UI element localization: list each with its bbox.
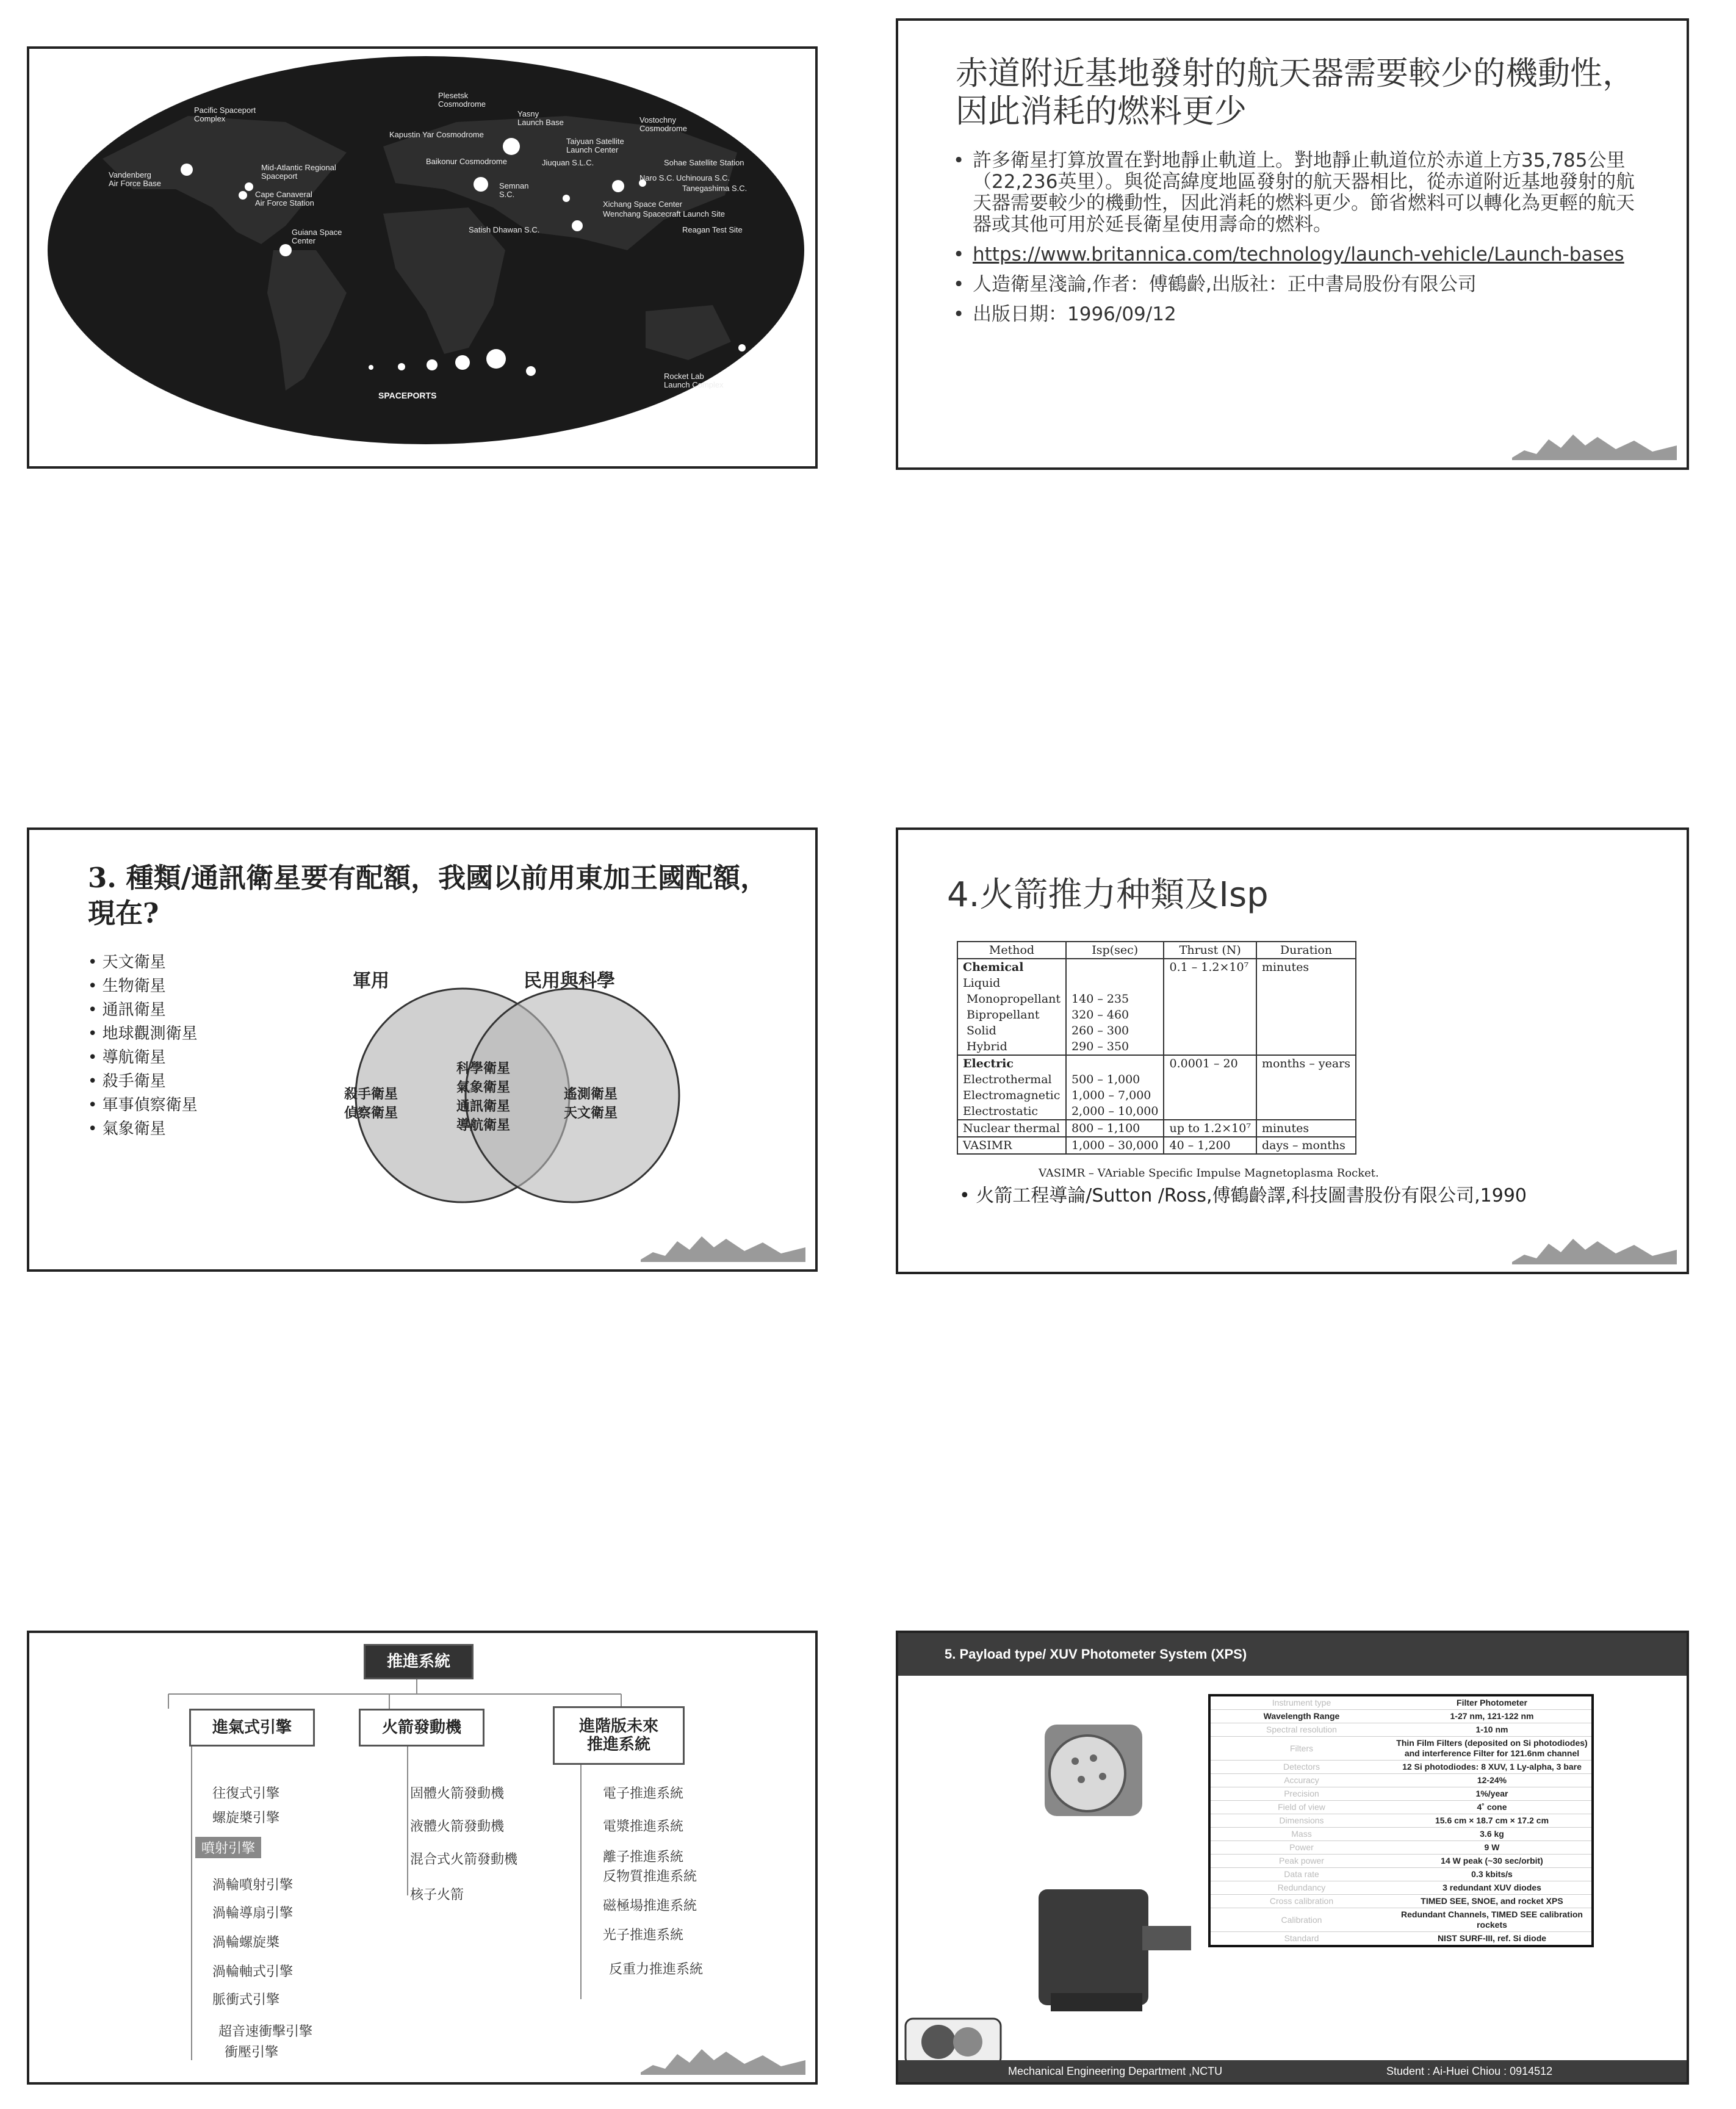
tree-item: 渦輪軸式引擎 — [212, 1964, 294, 1980]
list-item: • 導航衛星 — [88, 1046, 198, 1070]
column-header: Method — [957, 942, 1066, 959]
department-logo — [904, 2017, 1002, 2066]
world-map — [29, 49, 815, 466]
slide-equator-launch — [896, 18, 1689, 470]
branch-future-propulsion: 進階版未來 推進系統 — [553, 1706, 685, 1765]
map-label: Mid-Atlantic Regional Spaceport — [261, 163, 336, 181]
map-label: Vandenberg Air Force Base — [109, 170, 161, 188]
method-cell: Nuclear thermal — [957, 1120, 1066, 1137]
table-row: Standard NIST SURF-III, ref. Si diode — [1209, 1932, 1593, 1947]
tree-item: 反重力推進系統 — [609, 1962, 704, 1977]
tree-item: 衝壓引擎 — [225, 2045, 279, 2060]
bullet-list — [953, 150, 1649, 334]
venn-left-only: 殺手衛星 偵察衛星 — [344, 1086, 398, 1121]
venn-right-only: 遙測衛星 天文衛星 — [564, 1086, 618, 1121]
table-row: Detectors 12 Si photodiodes: 8 XUV, 1 Ly-alpha, 3 bare — [1209, 1761, 1593, 1774]
slide-title: 4.火箭推力种類及Isp — [947, 875, 1269, 915]
list-item: • 天文衛星 — [88, 951, 198, 975]
map-label: Satish Dhawan S.C. — [469, 225, 540, 234]
bullet-item: • 出版日期：1996/09/12 — [953, 304, 1649, 325]
duration-cell: days – months — [1256, 1137, 1356, 1154]
table-row: Filters Thin Film Filters (deposited on Si photodiodes) and interference Filter for 121.6nm channel — [1209, 1737, 1593, 1761]
isp-table — [957, 941, 1356, 1155]
thrust-cell: 40 – 1,200 — [1164, 1137, 1256, 1154]
slide-xps-payload — [896, 1631, 1689, 2085]
university-logo — [641, 2042, 805, 2075]
map-label: Reagan Test Site — [682, 225, 743, 234]
map-label: Plesetsk Cosmodrome — [438, 91, 486, 109]
table-row: Redundancy 3 redundant XUV diodes — [1209, 1881, 1593, 1895]
table-row: Mass 3.6 kg — [1209, 1828, 1593, 1841]
map-label: Baikonur Cosmodrome — [426, 157, 507, 166]
table-row — [957, 1137, 1356, 1154]
slide-title: 3. 種類/通訊衛星要有配額，我國以前用東加王國配額，現在? — [88, 862, 768, 929]
table-row: Precision 1%/year — [1209, 1787, 1593, 1801]
spaceports-label: SPACEPORTS — [378, 391, 437, 400]
table-row — [957, 1055, 1356, 1120]
column-header: Isp(sec) — [1066, 942, 1164, 959]
slide-propulsion-tree — [27, 1631, 818, 2085]
map-label: Sohae Satellite Station — [664, 158, 744, 167]
tree-item: 核子火箭 — [410, 1887, 464, 1903]
slide-satellite-types — [27, 827, 818, 1272]
table-row: Spectral resolution 1-10 nm — [1209, 1723, 1593, 1737]
slide-header: 5. Payload type/ XUV Photometer System (XPS) — [898, 1633, 1687, 1676]
duration-cell: minutes — [1256, 959, 1356, 1055]
tree-item: 螺旋槳引擎 — [212, 1811, 280, 1826]
table-row: Wavelength Range 1-27 nm, 121-122 nm — [1209, 1710, 1593, 1723]
tree-item: 往復式引擎 — [212, 1786, 280, 1801]
map-label: Cape Canaveral Air Force Station — [255, 190, 314, 207]
map-label: Guiana Space Center — [292, 228, 342, 245]
tree-item: 渦輪導扇引擎 — [212, 1906, 294, 1921]
venn-label-military: 軍用 — [353, 970, 389, 992]
table-row — [957, 959, 1356, 1055]
list-item: • 殺手衛星 — [88, 1070, 198, 1094]
tree-item: 離子推進系統 — [603, 1850, 684, 1865]
table-header-row — [957, 942, 1356, 959]
thrust-cell: 0.0001 – 20 — [1164, 1055, 1256, 1120]
bullet-item: • 人造衛星淺論,作者：傅鶴齡,出版社：正中書局股份有限公司 — [953, 274, 1649, 295]
map-label: Yasny Launch Base — [517, 109, 564, 127]
thrust-cell: up to 1.2×10⁷ — [1164, 1120, 1256, 1137]
venn-overlap: 科學衛星 氣象衛星 通訊衛星 導航衛星 — [456, 1061, 511, 1133]
isp-cell: 1,000 – 30,000 — [1066, 1137, 1164, 1154]
footer-department: Mechanical Engineering Department ,NCTU — [1008, 2065, 1223, 2077]
photometer-render-side — [1020, 1871, 1203, 2024]
bullet-item: • 許多衛星打算放置在對地靜止軌道上。對地靜止軌道位於赤道上方35,785公里（22,236英里）。與從高緯度地區發射的航天器相比，從赤道附近基地發射的航天器需要較少的機動性，因此消耗的燃料更少。節省燃料可以轉化為更輕的航天器或其他可用於延長衛星使用壽命的燃料。 — [953, 150, 1649, 236]
tree-item: 電漿推進系統 — [603, 1819, 684, 1834]
tree-item: 反物質推進系統 — [603, 1869, 697, 1884]
table-row: Data rate 0.3 kbits/s — [1209, 1868, 1593, 1881]
list-item: • 地球觀測衛星 — [88, 1022, 198, 1046]
list-item: • 軍事偵察衛星 — [88, 1094, 198, 1117]
tree-item: 固體火箭發動機 — [410, 1786, 505, 1801]
tree-item: 渦輪螺旋槳 — [212, 1935, 280, 1950]
university-logo — [1512, 427, 1677, 460]
venn-label-civil-science: 民用與科學 — [524, 970, 615, 992]
university-logo — [641, 1229, 805, 1262]
slide-spaceports-map — [27, 46, 818, 469]
tree-item-highlighted: 噴射引擎 — [195, 1837, 261, 1858]
tree-item: 渦輪噴射引擎 — [212, 1878, 294, 1893]
branch-air-breathing: 進氣式引擎 — [189, 1709, 315, 1747]
map-label: Pacific Spaceport Complex — [194, 106, 256, 123]
thrust-cell: 0.1 – 1.2×10⁷ — [1164, 959, 1256, 1055]
method-cell: Electric Electrothermal Electromagnetic Electrostatic — [957, 1055, 1066, 1120]
column-header: Duration — [1256, 942, 1356, 959]
footer-student: Student : Ai-Huei Chiou : 0914512 — [1386, 2065, 1553, 2077]
list-item: • 氣象衛星 — [88, 1117, 198, 1141]
branch-rocket-engine: 火箭發動機 — [359, 1709, 484, 1747]
tree-item: 光子推進系統 — [603, 1928, 684, 1943]
list-item: • 通訊衛星 — [88, 998, 198, 1022]
table-note: VASIMR – VAriable Specific Impulse Magnetoplasma Rocket. — [1039, 1167, 1379, 1180]
map-label: Vostochny Cosmodrome — [639, 115, 688, 133]
column-header: Thrust (N) — [1164, 942, 1256, 959]
isp-cell: 800 – 1,100 — [1066, 1120, 1164, 1137]
map-label: Wenchang Spacecraft Launch Site — [603, 209, 725, 218]
satellite-type-list — [88, 951, 198, 1141]
table-row: Power 9 W — [1209, 1841, 1593, 1855]
university-logo — [1512, 1231, 1677, 1264]
table-row: Cross calibration TIMED SEE, SNOE, and rocket XPS — [1209, 1895, 1593, 1908]
map-label: Kapustin Yar Cosmodrome — [389, 130, 484, 139]
method-cell: VASIMR — [957, 1137, 1066, 1154]
map-label: Rocket Lab Launch Complex — [664, 372, 724, 389]
tree-item: 超音速衝擊引擎 — [218, 2024, 313, 2039]
table-row: Field of view 4˚ cone — [1209, 1801, 1593, 1814]
map-label: Jiuquan S.L.C. — [542, 158, 594, 167]
method-cell: Chemical Liquid Monopropellant Bipropellant Solid Hybrid — [957, 959, 1066, 1055]
table-row: Dimensions 15.6 cm × 18.7 cm × 17.2 cm — [1209, 1814, 1593, 1828]
map-label: Xichang Space Center — [603, 200, 683, 209]
table-row: Calibration Redundant Channels, TIMED SEE calibration rockets — [1209, 1908, 1593, 1932]
photometer-render-top — [1020, 1700, 1167, 1840]
map-label: Taiyuan Satellite Launch Center — [566, 137, 624, 154]
tree-item: 液體火箭發動機 — [410, 1819, 505, 1834]
duration-cell: minutes — [1256, 1120, 1356, 1137]
map-label: Naro S.C. — [639, 173, 675, 182]
map-label: Semnan S.C. — [499, 181, 529, 199]
table-row: Instrument type Filter Photometer — [1209, 1695, 1593, 1710]
isp-cell: 500 – 1,000 1,000 – 7,000 2,000 – 10,000 — [1066, 1055, 1164, 1120]
britannica-link[interactable]: • https://www.britannica.com/technology/launch-vehicle/Launch-bases — [953, 244, 1649, 265]
map-label: Tanegashima S.C. — [682, 184, 747, 193]
slide-footer — [898, 2060, 1687, 2082]
slide-title: 赤道附近基地發射的航天器需要較少的機動性，因此消耗的燃料更少 — [956, 55, 1635, 130]
table-row: Peak power 14 W peak (~30 sec/orbit) — [1209, 1855, 1593, 1868]
tree-item: 磁極場推進系統 — [603, 1898, 697, 1914]
reference: • 火箭工程導論/Sutton /Ross,傅鶴齡譯,科技圖書股份有限公司,1990 — [959, 1185, 1527, 1206]
table-row: Accuracy 12-24% — [1209, 1774, 1593, 1787]
tree-item: 混合式火箭發動機 — [410, 1852, 518, 1867]
tree-root-propulsion: 推進系統 — [364, 1644, 474, 1679]
tree-item: 脈衝式引擎 — [212, 1992, 280, 2008]
list-item: • 生物衛星 — [88, 975, 198, 998]
isp-cell: 140 – 235 320 – 460 260 – 300 290 – 350 — [1066, 959, 1164, 1055]
table-row — [957, 1120, 1356, 1137]
tree-item: 電子推進系統 — [603, 1786, 684, 1801]
map-label: Uchinoura S.C. — [676, 173, 730, 182]
slide-rocket-isp — [896, 827, 1689, 1274]
xps-spec-table — [1208, 1694, 1594, 1947]
duration-cell: months – years — [1256, 1055, 1356, 1120]
